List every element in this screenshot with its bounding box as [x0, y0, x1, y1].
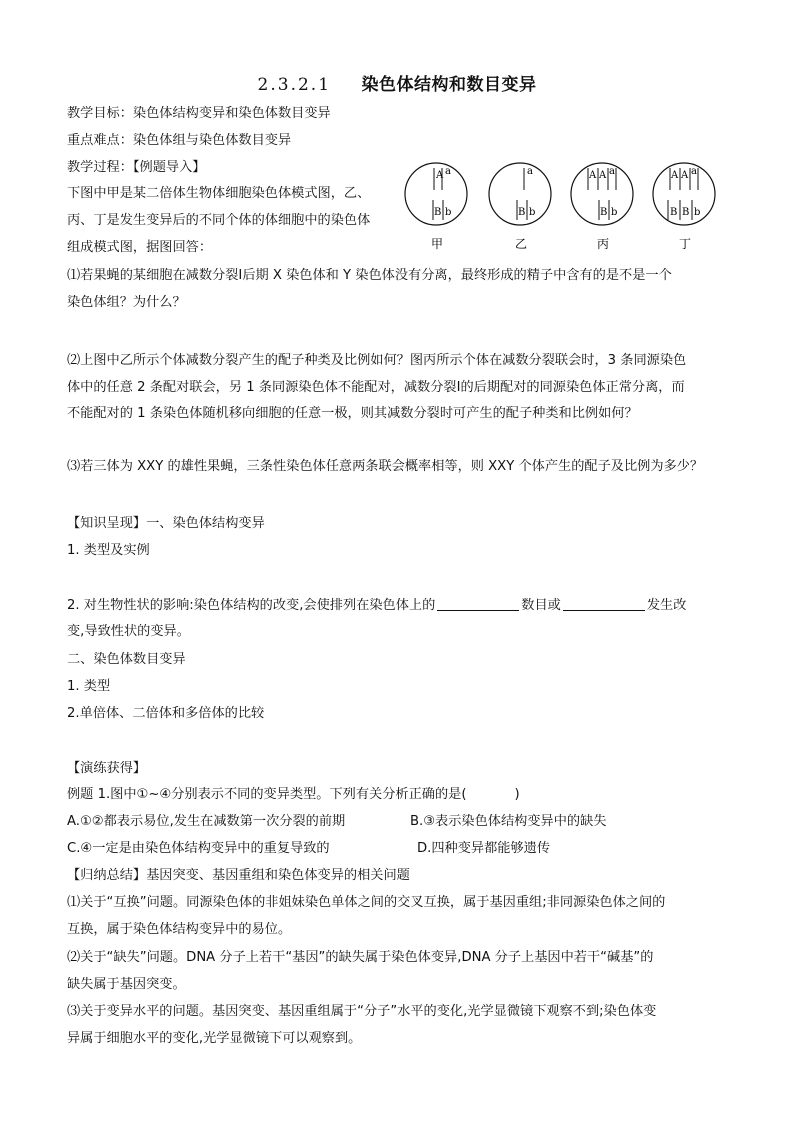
option-c: C.④一定是由染色体结构变异中的重复导致的	[67, 841, 330, 856]
answer-blank[interactable]	[437, 596, 519, 611]
gene-A: A	[589, 170, 597, 181]
section-2-heading: 二、染色体数目变异	[67, 652, 186, 667]
option-b: B.③表示染色体结构变异中的缺失	[410, 814, 607, 829]
cell-label-jia: 甲	[431, 237, 444, 251]
cell-label-yi: 乙	[515, 237, 528, 251]
practice-question-text: 例题 1.图中①~④分别表示不同的变异类型。下列有关分析正确的是(	[67, 787, 467, 802]
practice-question-end: )	[514, 787, 520, 802]
knowledge-item-3: 1. 类型	[67, 679, 111, 694]
option-d: D.四种变异都能够遗传	[417, 841, 551, 856]
gene-B: B	[518, 207, 526, 218]
practice-heading: 【演练获得】	[67, 761, 147, 776]
lesson-title: 染色体结构和数目变异	[361, 75, 537, 95]
intro-line-3: 组成模式图，据图回答：	[67, 240, 213, 255]
gene-b: b	[611, 207, 618, 218]
question-1-line-1: ⑴若果蝇的某细胞在减数分裂Ⅰ后期 X 染色体和 Y 染色体没有分离，最终形成的精子中含有的是不是一个	[67, 268, 672, 283]
gene-a: a	[527, 166, 533, 177]
gene-A: A	[681, 170, 689, 181]
gene-b: b	[529, 207, 536, 218]
gene-A: A	[436, 170, 444, 181]
intro-line-1: 下图中甲是某二倍体生物体细胞染色体模式图，乙、	[67, 186, 371, 201]
gene-B: B	[600, 207, 608, 218]
knowledge-item-2-mid: 数目或	[521, 598, 561, 613]
knowledge-item-2-end: 发生改	[646, 598, 687, 613]
cell-label-ding: 丁	[679, 237, 692, 251]
knowledge-item-2-cont: 变,导致性状的变异。	[67, 624, 190, 639]
knowledge-item-1: 1. 类型及实例	[67, 543, 150, 558]
gene-b: b	[445, 207, 452, 218]
gene-b: b	[694, 207, 701, 218]
knowledge-heading: 【知识呈现】一、染色体结构变异	[67, 516, 265, 531]
gene-a: a	[445, 166, 451, 177]
summary-3-line-2: 异属于细胞水平的变化,光学显微镜下可以观察到。	[67, 1031, 362, 1046]
summary-3-line-1: ⑶关于变异水平的问题。基因突变、基因重组属于“分子”水平的变化,光学显微镜下观察不到;染色体变	[67, 1004, 657, 1019]
key-difficulty: 重点难点：染色体组与染色体数目变异	[67, 133, 292, 148]
knowledge-item-2	[67, 596, 686, 616]
option-a: A.①②都表示易位,发生在减数第一次分裂的前期	[67, 814, 346, 829]
gene-a: a	[691, 166, 697, 177]
question-1-line-2: 染色体组？为什么？	[67, 295, 186, 310]
cell-label-bing: 丙	[597, 237, 610, 251]
teaching-goal: 教学目标：染色体结构变异和染色体数目变异	[67, 106, 331, 121]
chromosome-figure	[400, 160, 730, 260]
gene-B: B	[670, 207, 678, 218]
cell-bing	[571, 163, 633, 251]
answer-blank[interactable]	[563, 596, 645, 611]
page-title	[0, 70, 794, 95]
practice-question	[67, 785, 520, 805]
lesson-number: 2.3.2.1	[257, 75, 332, 95]
summary-2-line-1: ⑵关于“缺失”问题。DNA 分子上若干“基因”的缺失属于染色体变异,DNA 分子上基因中若干“碱基”的	[67, 950, 654, 965]
knowledge-item-4: 2.单倍体、二倍体和多倍体的比较	[67, 706, 265, 721]
gene-B: B	[682, 207, 690, 218]
question-2-line-1: ⑵上图中乙所示个体减数分裂产生的配子种类及比例如何？图丙所示个体在减数分裂联会时，3 条同源染色	[67, 353, 687, 368]
intro-line-2: 丙、丁是发生变异后的不同个体的体细胞中的染色体	[67, 213, 371, 228]
cell-yi	[489, 163, 551, 251]
cell-ding	[653, 163, 715, 251]
question-2-line-2: 体中的任意 2 条配对联会，另 1 条同源染色体不能配对，减数分裂Ⅰ的后期配对的同源染色体正常分离，而	[67, 380, 685, 395]
gene-a: a	[609, 166, 615, 177]
summary-2-line-2: 缺失属于基因突变。	[67, 977, 186, 992]
question-2-line-3: 不能配对的 1 条染色体随机移向细胞的任意一极，则其减数分裂时可产生的配子种类和比例如何？	[67, 406, 638, 421]
summary-heading: 【归纳总结】基因突变、基因重组和染色体变异的相关问题	[67, 868, 410, 883]
knowledge-item-2-text: 2. 对生物性状的影响:染色体结构的改变,会使排列在染色体上的	[67, 598, 436, 613]
question-3: ⑶若三体为 XXY 的雄性果蝇，三条性染色体任意两条联会概率相等，则 XXY 个体产生的配子及比例为多少？	[67, 459, 704, 474]
summary-1-line-2: 互换，属于染色体结构变异中的易位。	[67, 922, 292, 937]
gene-B: B	[434, 207, 442, 218]
gene-A: A	[671, 170, 679, 181]
gene-A: A	[599, 170, 607, 181]
summary-1-line-1: ⑴关于“互换”问题。同源染色体的非姐妹染色单体之间的交叉互换，属于基因重组;非同源染色体之间的	[67, 895, 666, 910]
teaching-process: 教学过程：【例题导入】	[67, 160, 206, 175]
cell-jia	[405, 163, 467, 251]
